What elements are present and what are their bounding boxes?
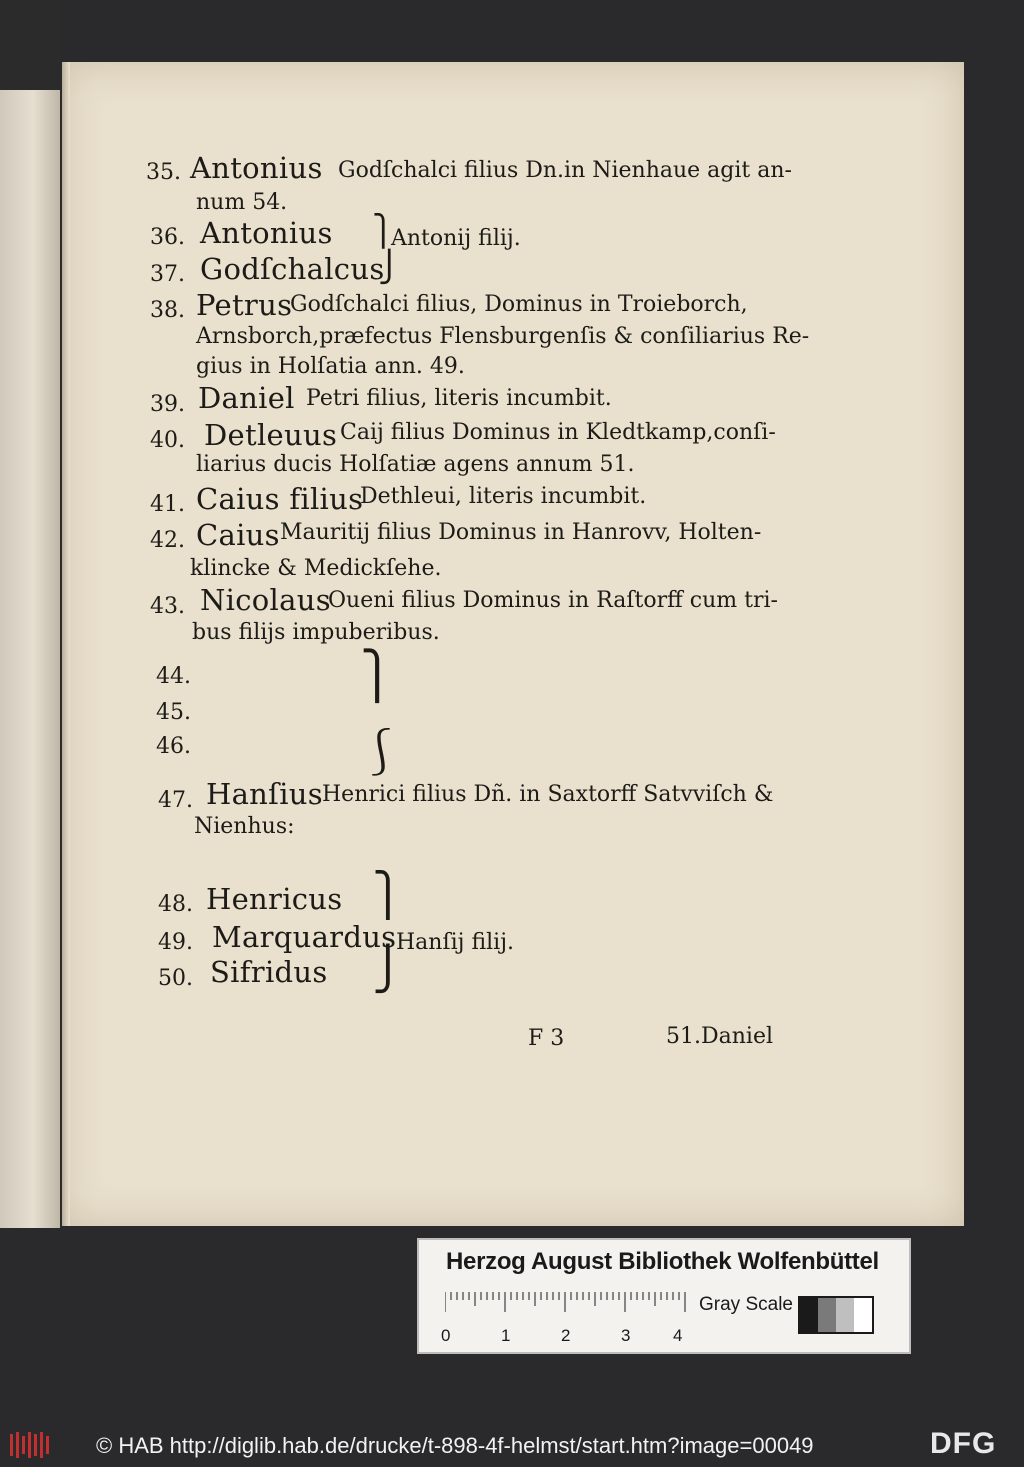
entry-number: 46. (156, 734, 191, 759)
entry-number: 49. (158, 930, 193, 955)
scanner-background (0, 0, 60, 90)
entry-name: Caius filius (196, 482, 364, 516)
entry-text: Godſchalci filius, Dominus in Troieborch, (290, 292, 748, 317)
hab-logo-icon (8, 1430, 52, 1460)
entry-name: Godſchalcus (200, 252, 385, 286)
entry-number: 50. (158, 966, 193, 991)
entry-number: 48. (158, 892, 193, 917)
brace-lower: ⎰ (358, 725, 404, 779)
entry-text: Caij filius Dominus in Kledtkamp,conſi- (340, 420, 776, 445)
scale-number: 2 (561, 1326, 571, 1345)
entry-text-cont: bus filijs impuberibus. (192, 620, 440, 645)
entry-name: Daniel (198, 381, 295, 415)
scale-number: 1 (501, 1326, 511, 1345)
entry-number: 38. (150, 298, 185, 323)
entry-name: Caius (196, 518, 280, 552)
entry-text: Godſchalci filius Dn.in Nienhaue agit an- (338, 158, 792, 183)
entry-name: Sifridus (210, 955, 328, 989)
entry-number: 43. (150, 594, 185, 619)
entry-name: Antonius (200, 216, 333, 250)
entry-text-cont: Nienhus: (194, 814, 295, 839)
entry-name: Henricus (206, 882, 343, 916)
entry-number: 45. (156, 700, 191, 725)
color-reference-card (417, 1238, 911, 1354)
catchword: 51.Daniel (666, 1024, 774, 1049)
library-name: Herzog August Bibliothek Wolfenbüttel (446, 1248, 879, 1275)
centimeter-ruler (445, 1292, 690, 1328)
entry-number: 42. (150, 528, 185, 553)
entry-number: 35. (146, 160, 181, 185)
entry-number: 40. (150, 428, 185, 453)
entry-text-cont: Arnsborch,præfectus Flensburgenſis & conſiliarius Re- (196, 324, 810, 349)
brace-hansij-top: ⎫ (372, 870, 404, 919)
entry-text: Dethleui, literis incumbit. (360, 484, 647, 509)
entry-text: Oueni filius Dominus in Raſtorff cum tri- (328, 588, 778, 613)
entry-name: Marquardus (212, 920, 397, 954)
signature-mark: F 3 (528, 1026, 565, 1051)
entry-text: Mauritij filius Dominus in Hanrovv, Holten- (280, 520, 762, 545)
copyright-link[interactable]: © HAB http://diglib.hab.de/drucke/t-898-4f-helmst/start.htm?image=00049 (96, 1433, 814, 1458)
adjacent-page-edge (0, 0, 60, 1228)
entry-name: Antonius (190, 151, 323, 185)
entry-number: 37. (150, 262, 185, 287)
entry-name: Nicolaus (200, 583, 331, 617)
entry-number: 41. (150, 492, 185, 517)
dfg-logo: DFG (930, 1427, 997, 1460)
entry-text: Henrici filius Dñ. in Saxtorff Satvviſch & (322, 782, 774, 807)
gray-scale-label: Gray Scale (699, 1294, 793, 1315)
brace-antonij-bottom: ⎭ (378, 250, 401, 285)
entry-name: Detleuus (204, 418, 338, 452)
entry-number: 39. (150, 392, 185, 417)
entry-number: 47. (158, 788, 193, 813)
scale-number: 3 (621, 1326, 631, 1345)
entry-number: 36. (150, 225, 185, 250)
brace-upper: ⎫ (360, 648, 395, 702)
entry-name: Hanſius (206, 777, 323, 811)
page-gutter-shadow (62, 62, 70, 1226)
gray-scale-swatch (798, 1296, 874, 1334)
scale-number: 4 (673, 1326, 683, 1345)
entry-name: Petrus (196, 288, 293, 322)
entry-number: 44. (156, 664, 191, 689)
entry-text-cont: gius in Holſatia ann. 49. (196, 354, 465, 379)
scale-number: 0 (441, 1326, 451, 1345)
entry-text: Petri filius, literis incumbit. (306, 386, 612, 411)
entry-text-cont: num 54. (196, 190, 288, 215)
brace-label-antonij: Antonij filij. (391, 226, 521, 251)
brace-hansij-bottom: ⎭ (372, 944, 404, 993)
entry-text-cont: klincke & Medickſehe. (190, 556, 442, 581)
brace-antonij: ⎫ (372, 214, 395, 249)
brace-label-hansij: Hanſij filij. (396, 930, 515, 955)
entry-text-cont: liarius ducis Holſatiæ agens annum 51. (196, 452, 635, 477)
